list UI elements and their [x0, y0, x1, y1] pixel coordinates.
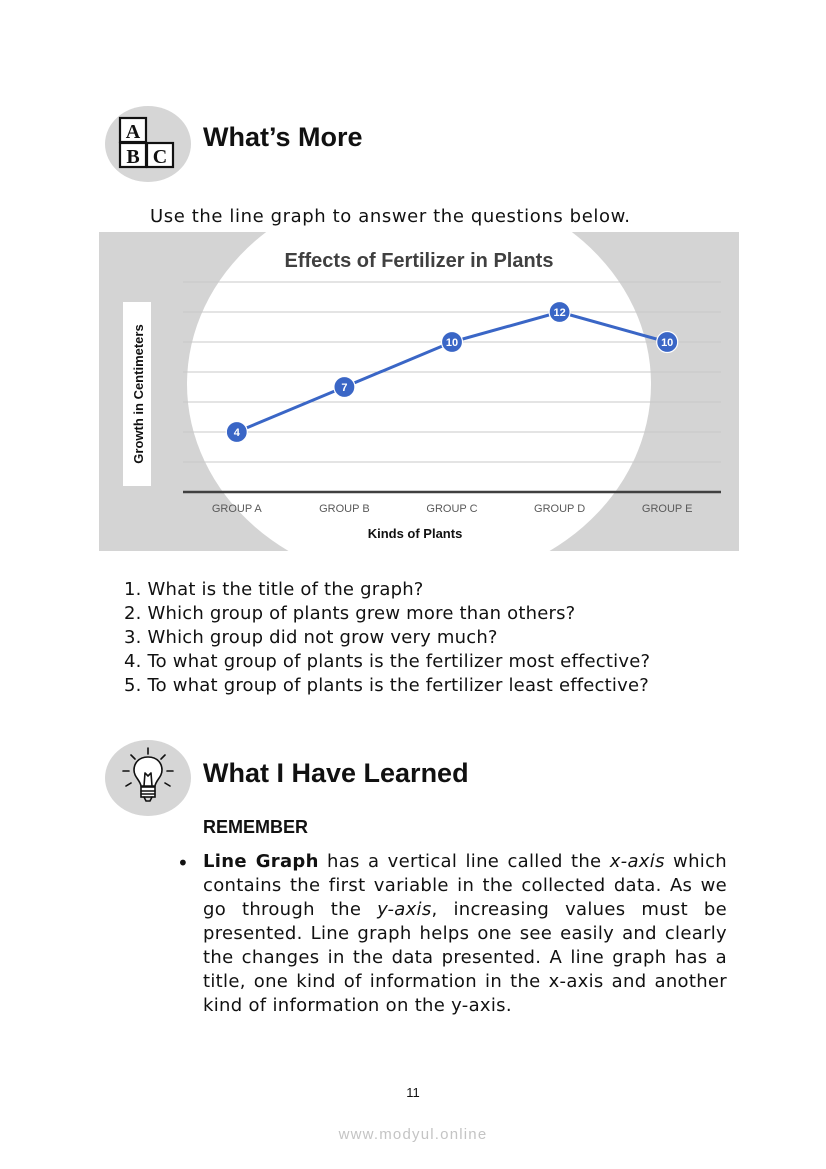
abc-blocks-icon — [105, 106, 191, 182]
data-label: 10 — [661, 337, 674, 349]
term-line-graph: Line Graph — [203, 851, 319, 872]
chart-title: Effects of Fertilizer in Plants — [284, 250, 554, 272]
question-item: 2. Which group of plants grew more than others? — [124, 603, 576, 624]
x-tick-label: GROUP E — [641, 503, 693, 515]
y-axis-label: Growth in Centimeters — [131, 324, 146, 464]
question-item: 3. Which group did not grow very much? — [124, 627, 498, 648]
x-tick-label: GROUP B — [319, 503, 370, 515]
block-letter-b: B — [126, 146, 140, 168]
lightbulb-icon — [105, 740, 191, 816]
y-axis-term: y-axis — [377, 899, 432, 920]
data-label: 4 — [233, 427, 240, 439]
bullet-icon: • — [177, 851, 189, 875]
question-item: 1. What is the title of the graph? — [124, 579, 424, 600]
intro-text: Use the line graph to answer the questions below. — [150, 206, 631, 227]
x-axis-term: x-axis — [609, 851, 665, 872]
section-title-what-i-have-learned: What I Have Learned — [203, 758, 469, 788]
x-tick-label: GROUP D — [534, 503, 586, 515]
data-label: 12 — [553, 307, 566, 319]
line-graph-definition: Line Graph has a vertical line called the x-axis which contains the first variable in the collected data. As we go through the y-axis, increasing values must be presented. Line graph helps one see easily and clearly the changes in the data presented. A line graph has a title, one kind of information in the x-axis and another kind of information on the y-axis. — [203, 851, 727, 1016]
question-item: 5. To what group of plants is the fertilizer least effective? — [124, 675, 649, 696]
question-item: 4. To what group of plants is the fertilizer most effective? — [124, 651, 651, 672]
block-letter-a: A — [125, 121, 141, 143]
watermark: www.modyul.online — [338, 1126, 488, 1143]
block-letter-c: C — [152, 146, 168, 168]
remember-heading: REMEMBER — [203, 817, 309, 837]
x-tick-label: GROUP C — [426, 503, 478, 515]
x-tick-label: GROUP A — [211, 503, 262, 515]
chart-svg — [99, 232, 739, 551]
x-axis-label: Kinds of Plants — [367, 526, 463, 541]
question-list — [124, 578, 650, 698]
data-label: 7 — [341, 382, 348, 394]
page-number: 11 — [406, 1085, 420, 1100]
line-chart — [99, 232, 739, 551]
data-label: 10 — [445, 337, 459, 349]
section-title-whats-more: What’s More — [203, 122, 363, 152]
